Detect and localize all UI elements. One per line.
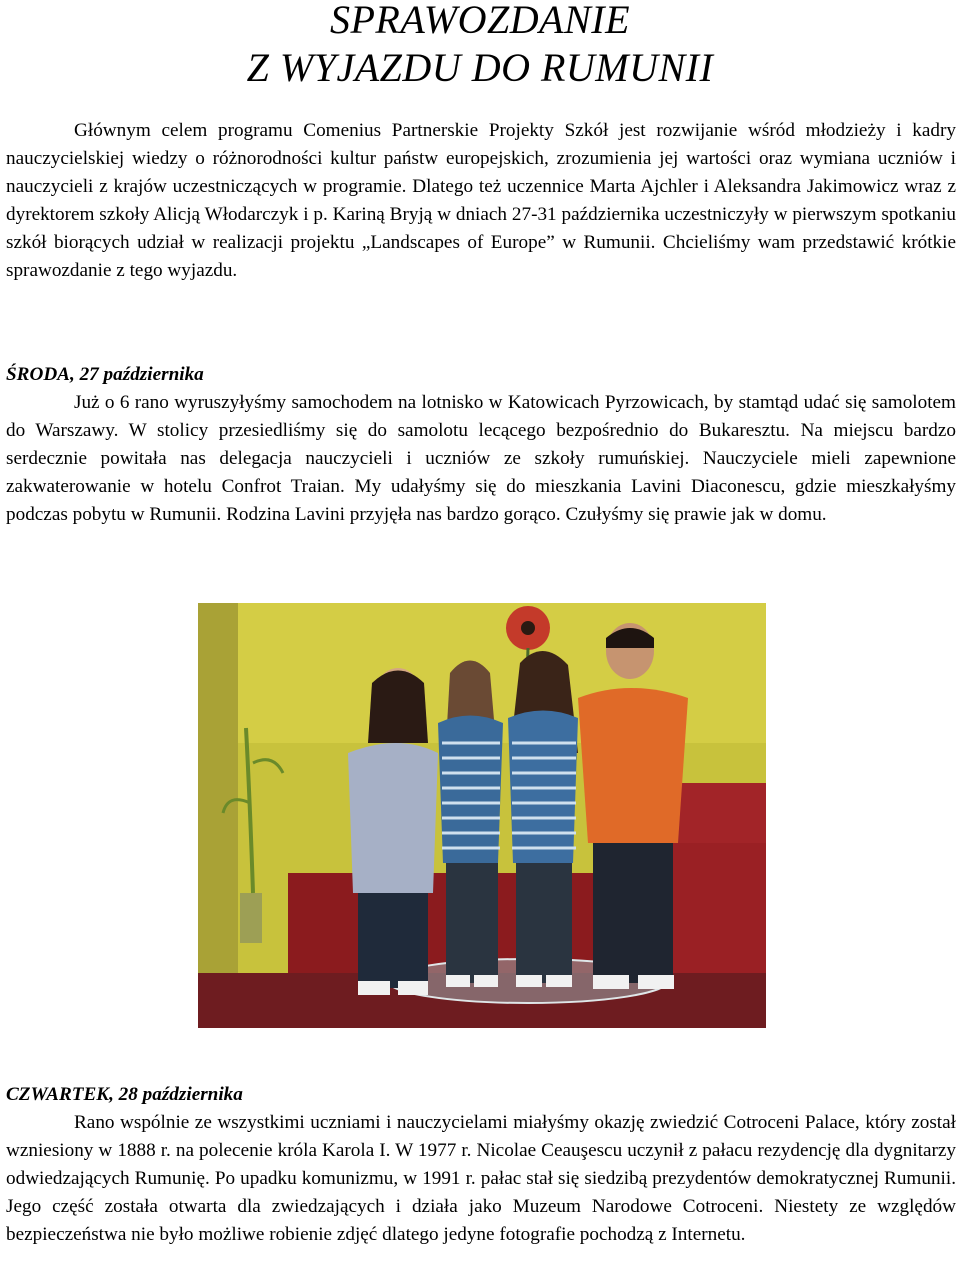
- section-thursday-paragraph: [6, 1109, 956, 1249]
- section-wednesday-text: Już o 6 rano wyruszyłyśmy samochodem na lotnisko w Katowicach Pyrzowicach, by stamtąd udać się samolotem do Warszawy. W stolicy przesiedliśmy się do samolotu lecącego bezpośrednio do Bukaresztu. Na miejscu bardzo serdecznie powitała nas delegacja nauczycieli i uczniów ze szkoły rumuńskiej. Nauczyciele mieli zapewnione zakwaterowanie w hotelu Confrot Traian. My udałyśmy się do mieszkania Lavini Diaconescu, gdzie mieszkałyśmy podczas pobytu w Rumunii. Rodzina Lavini przyjęła nas bardzo gorąco. Czułyśmy się prawie jak w domu.: [6, 392, 956, 525]
- group-photo: [198, 603, 766, 1028]
- title-line-1: SPRAWOZDANIE: [329, 0, 631, 42]
- document-title: [0, 0, 960, 92]
- intro-text: Głównym celem programu Comenius Partnerskie Projekty Szkół jest rozwijanie wśród młodzieży i kadry nauczycielskiej wiedzy o różnorodności kultur państw europejskich, zrozumienia jej wartości oraz wymiana uczniów i nauczycieli z krajów uczestniczących w programie. Dlatego też uczennice Marta Ajchler i Aleksandra Jakimowicz wraz z dyrektorem szkoły Alicją Włodarczyk i p. Kariną Bryją w dniach 27-31 października uczestniczyły w pierwszym spotkaniu szkół biorących udział w realizacji projektu „Landscapes of Europe” w Rumunii. Chcieliśmy wam przedstawić krótkie sprawozdanie z tego wyjazdu.: [6, 120, 956, 281]
- section-heading-wednesday: ŚRODA, 27 października: [6, 364, 204, 385]
- title-line-2: Z WYJAZDU DO RUMUNII: [246, 45, 714, 90]
- intro-paragraph: [6, 117, 956, 285]
- section-wednesday-paragraph: [6, 389, 956, 529]
- section-heading-thursday: CZWARTEK, 28 października: [6, 1084, 243, 1105]
- group-photo-illustration: [198, 603, 766, 1028]
- section-thursday-text: Rano wspólnie ze wszystkimi uczniami i nauczycielami miałyśmy okazję zwiedzić Cotroceni Palace, który został wzniesiony w 1888 r. na polecenie króla Karola I. W 1977 r. Nicolae Ceauşescu uczynił z pałacu rezydencję dla dygnitarzy odwiedzających Rumunię. Po upadku komunizmu, w 1991 r. pałac stał się siedzibą prezydentów demokratycznej Rumunii. Jego część została otwarta dla zwiedzających i działa jako Muzeum Narodowe Cotroceni. Niestety ze względów bezpieczeństwa nie było możliwe robienie zdjęć dlatego jedyne fotografie pochodzą z Internetu.: [6, 1112, 956, 1245]
